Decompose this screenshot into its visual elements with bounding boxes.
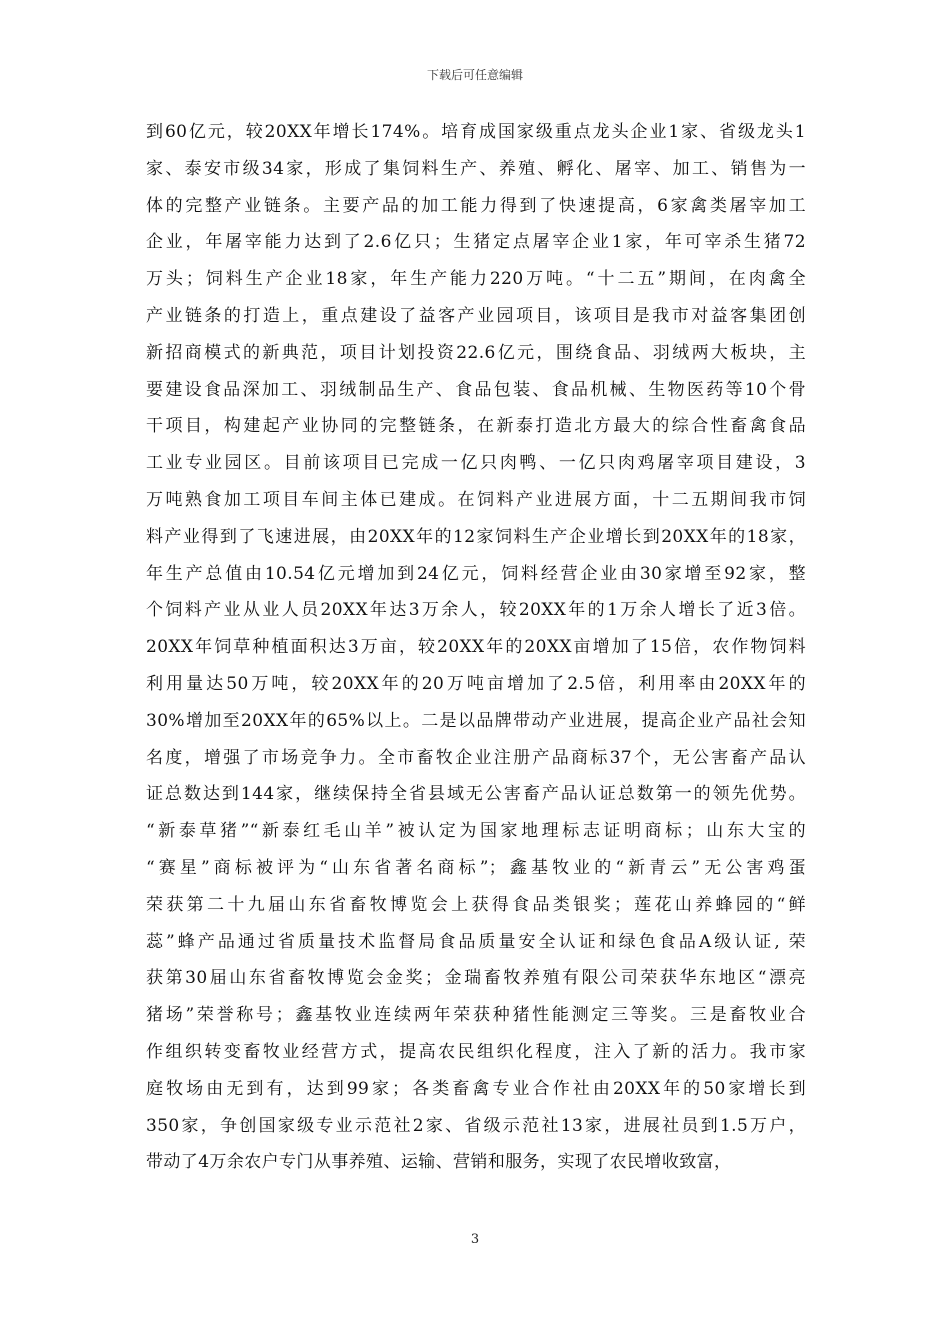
text-line: 名度，增强了市场竞争力。全市畜牧企业注册产品商标37个，无公害畜产品认	[146, 747, 806, 768]
text-line: 庭牧场由无到有，达到99家；各类畜禽专业合作社由20XX年的50家增长到	[146, 1078, 806, 1099]
text-line: 猪场”荣誉称号；鑫基牧业连续两年荣获种猪性能测定三等奖。三是畜牧业合	[146, 1005, 806, 1026]
text-line: 个饲料产业从业人员20XX年达3万余人，较20XX年的1万余人增长了近3倍。	[146, 600, 806, 621]
text-line: 到60亿元，较20XX年增长174%。培育成国家级重点龙头企业1家、省级龙头1	[146, 122, 806, 142]
text-line: 家、泰安市级34家，形成了集饲料生产、养殖、孵化、屠宰、加工、销售为一	[146, 158, 806, 179]
text-line: 荣获第二十九届山东省畜牧博览会上获得食品类银奖；莲花山养蜂园的“鲜	[146, 894, 806, 915]
text-line: 利用量达50万吨，较20XX年的20万吨亩增加了2.5倍，利用率由20XX年的	[146, 673, 806, 694]
text-line: 20XX年饲草种植面积达3万亩，较20XX年的20XX亩增加了15倍，农作物饲料	[146, 637, 806, 658]
text-line: 350家，争创国家级专业示范社2家、省级示范社13家，进展社员到1.5万户，	[146, 1115, 806, 1136]
page-number: 3	[470, 1232, 480, 1247]
text-line: 获第30届山东省畜牧博览会金奖；金瑞畜牧养殖有限公司荣获华东地区“漂亮	[146, 968, 806, 989]
text-line: 万头；饲料生产企业18家，年生产能力220万吨。“十二五”期间，在肉禽全	[146, 269, 806, 290]
text-line: 企业，年屠宰能力达到了2.6亿只；生猪定点屠宰企业1家，年可宰杀生猪72	[146, 232, 806, 253]
text-line: 产业链条的打造上，重点建设了益客产业园项目，该项目是我市对益客集团创	[146, 305, 806, 326]
text-line: 新招商模式的新典范，项目计划投资22.6亿元，围绕食品、羽绒两大板块，主	[146, 342, 806, 363]
text-line: 料产业得到了飞速进展，由20XX年的12家饲料生产企业增长到20XX年的18家，	[146, 526, 806, 547]
page-header-note: 下载后可任意编辑	[426, 68, 523, 82]
text-line: 万吨熟食加工项目车间主体已建成。在饲料产业进展方面，十二五期间我市饲	[146, 489, 806, 510]
text-line: 体的完整产业链条。主要产品的加工能力得到了快速提高，6家禽类屠宰加工	[146, 195, 806, 216]
text-line: 干项目，构建起产业协同的完整链条，在新泰打造北方最大的综合性畜禽食品	[146, 416, 806, 437]
text-line: 作组织转变畜牧业经营方式，提高农民组织化程度，注入了新的活力。我市家	[146, 1041, 806, 1062]
text-line: 要建设食品深加工、羽绒制品生产、食品包装、食品机械、生物医药等10个骨	[146, 379, 806, 400]
text-line: 年生产总值由10.54亿元增加到24亿元，饲料经营企业由30家增至92家，整	[146, 563, 806, 584]
body-text	[146, 114, 806, 1181]
text-line: 30%增加至20XX年的65%以上。二是以品牌带动产业进展，提高企业产品社会知	[146, 710, 806, 731]
text-line: 工业专业园区。目前该项目已完成一亿只肉鸭、一亿只肉鸡屠宰项目建设，3	[146, 453, 806, 474]
text-line: 带动了4万余农户专门从事养殖、运输、营销和服务，实现了农民增收致富，	[146, 1152, 732, 1173]
text-line: 证总数达到144家，继续保持全省县域无公害畜产品认证总数第一的领先优势。	[146, 784, 806, 805]
text-line: “赛星”商标被评为“山东省著名商标”；鑫基牧业的“新青云”无公害鸡蛋	[146, 857, 806, 878]
text-line: 蕊”蜂产品通过省质量技术监督局食品质量安全认证和绿色食品A级认证, 荣	[146, 931, 806, 952]
text-line: “新泰草猪”“新泰红毛山羊”被认定为国家地理标志证明商标；山东大宝的	[146, 821, 806, 842]
